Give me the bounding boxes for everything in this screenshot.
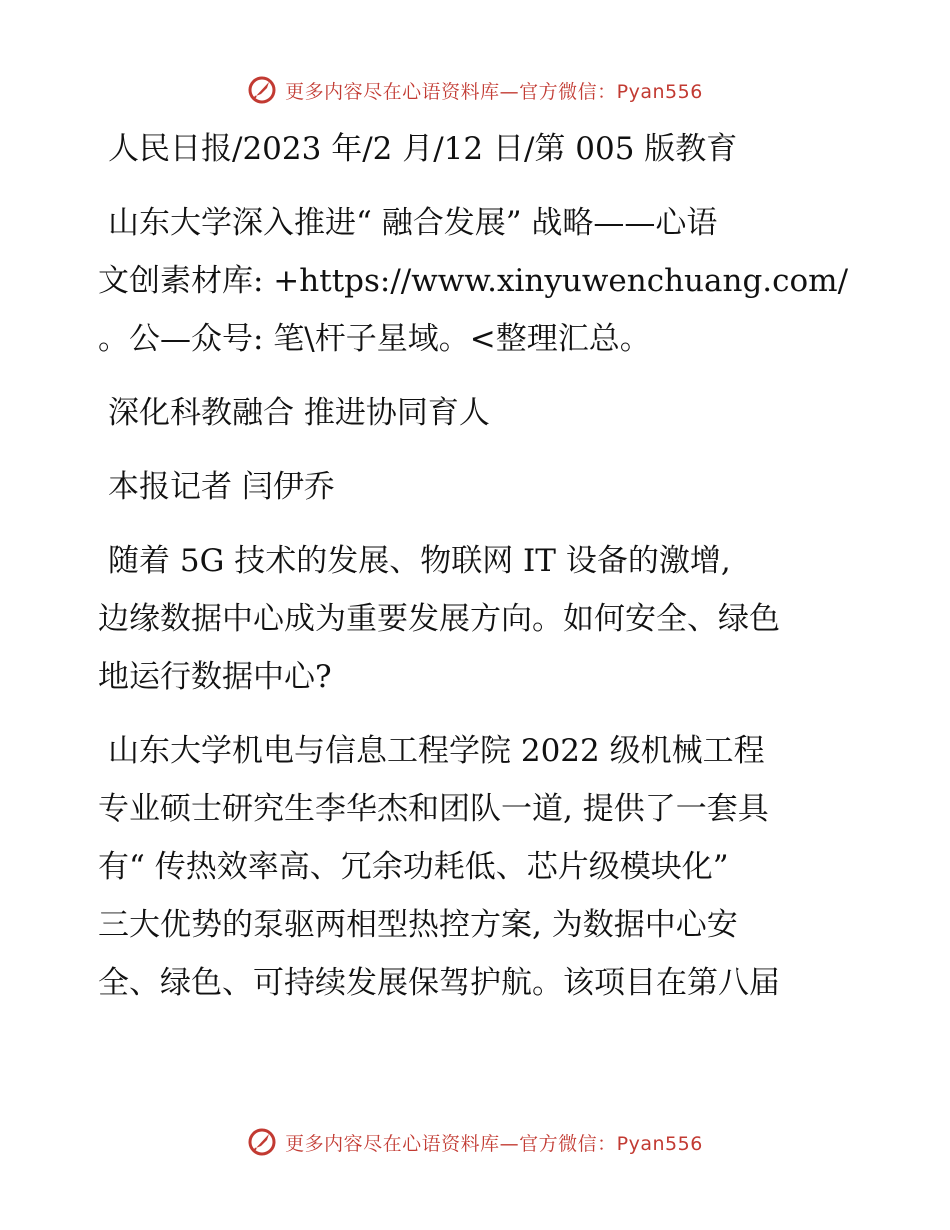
paragraph-1-line-2: 边缘数据中心成为重要发展方向。如何安全、绿色 — [98, 601, 780, 637]
article-body — [98, 120, 850, 1012]
headline-line-2: 文创素材库: +https://www.xinyuwenchuang.com/ — [98, 263, 849, 299]
quill-circle-logo-icon — [247, 1127, 277, 1157]
watermark-wechat-id: Pyan556 — [616, 1132, 703, 1155]
paragraph-2-line-3: 有“ 传热效率高、冗余功耗低、芯片级模块化” — [98, 849, 729, 885]
subtitle: 深化科教融合 推进协同育人 — [108, 395, 490, 431]
watermark-wechat-id: Pyan556 — [616, 80, 703, 103]
watermark-prefix: 更多内容尽在心语资料库—官方微信： — [285, 80, 617, 103]
headline-line-1: 山东大学深入推进“ 融合发展” 战略——心语 — [108, 205, 718, 241]
quill-circle-logo-icon — [247, 75, 277, 105]
dateline: 人民日报/2023 年/2 月/12 日/第 005 版教育 — [108, 131, 738, 167]
watermark-text — [285, 1129, 703, 1156]
paragraph-2-line-2: 专业硕士研究生李华杰和团队一道, 提供了一套具 — [98, 791, 769, 827]
watermark-text — [285, 77, 703, 104]
footer-watermark — [0, 1122, 950, 1162]
watermark-prefix: 更多内容尽在心语资料库—官方微信： — [285, 1132, 617, 1155]
paragraph-1-line-1: 随着 5G 技术的发展、物联网 IT 设备的激增, — [108, 543, 731, 579]
paragraph-2-line-5: 全、绿色、可持续发展保驾护航。该项目在第八届 — [98, 965, 780, 1001]
paragraph-2-line-1: 山东大学机电与信息工程学院 2022 级机械工程 — [108, 733, 765, 769]
headline-line-3: 。公—众号: 笔\杆子星域。<整理汇总。 — [98, 321, 651, 357]
byline: 本报记者 闫伊乔 — [108, 469, 335, 505]
paragraph-2-line-4: 三大优势的泵驱两相型热控方案, 为数据中心安 — [98, 907, 738, 943]
header-watermark — [0, 70, 950, 110]
paragraph-1-line-3: 地运行数据中心? — [98, 659, 332, 695]
